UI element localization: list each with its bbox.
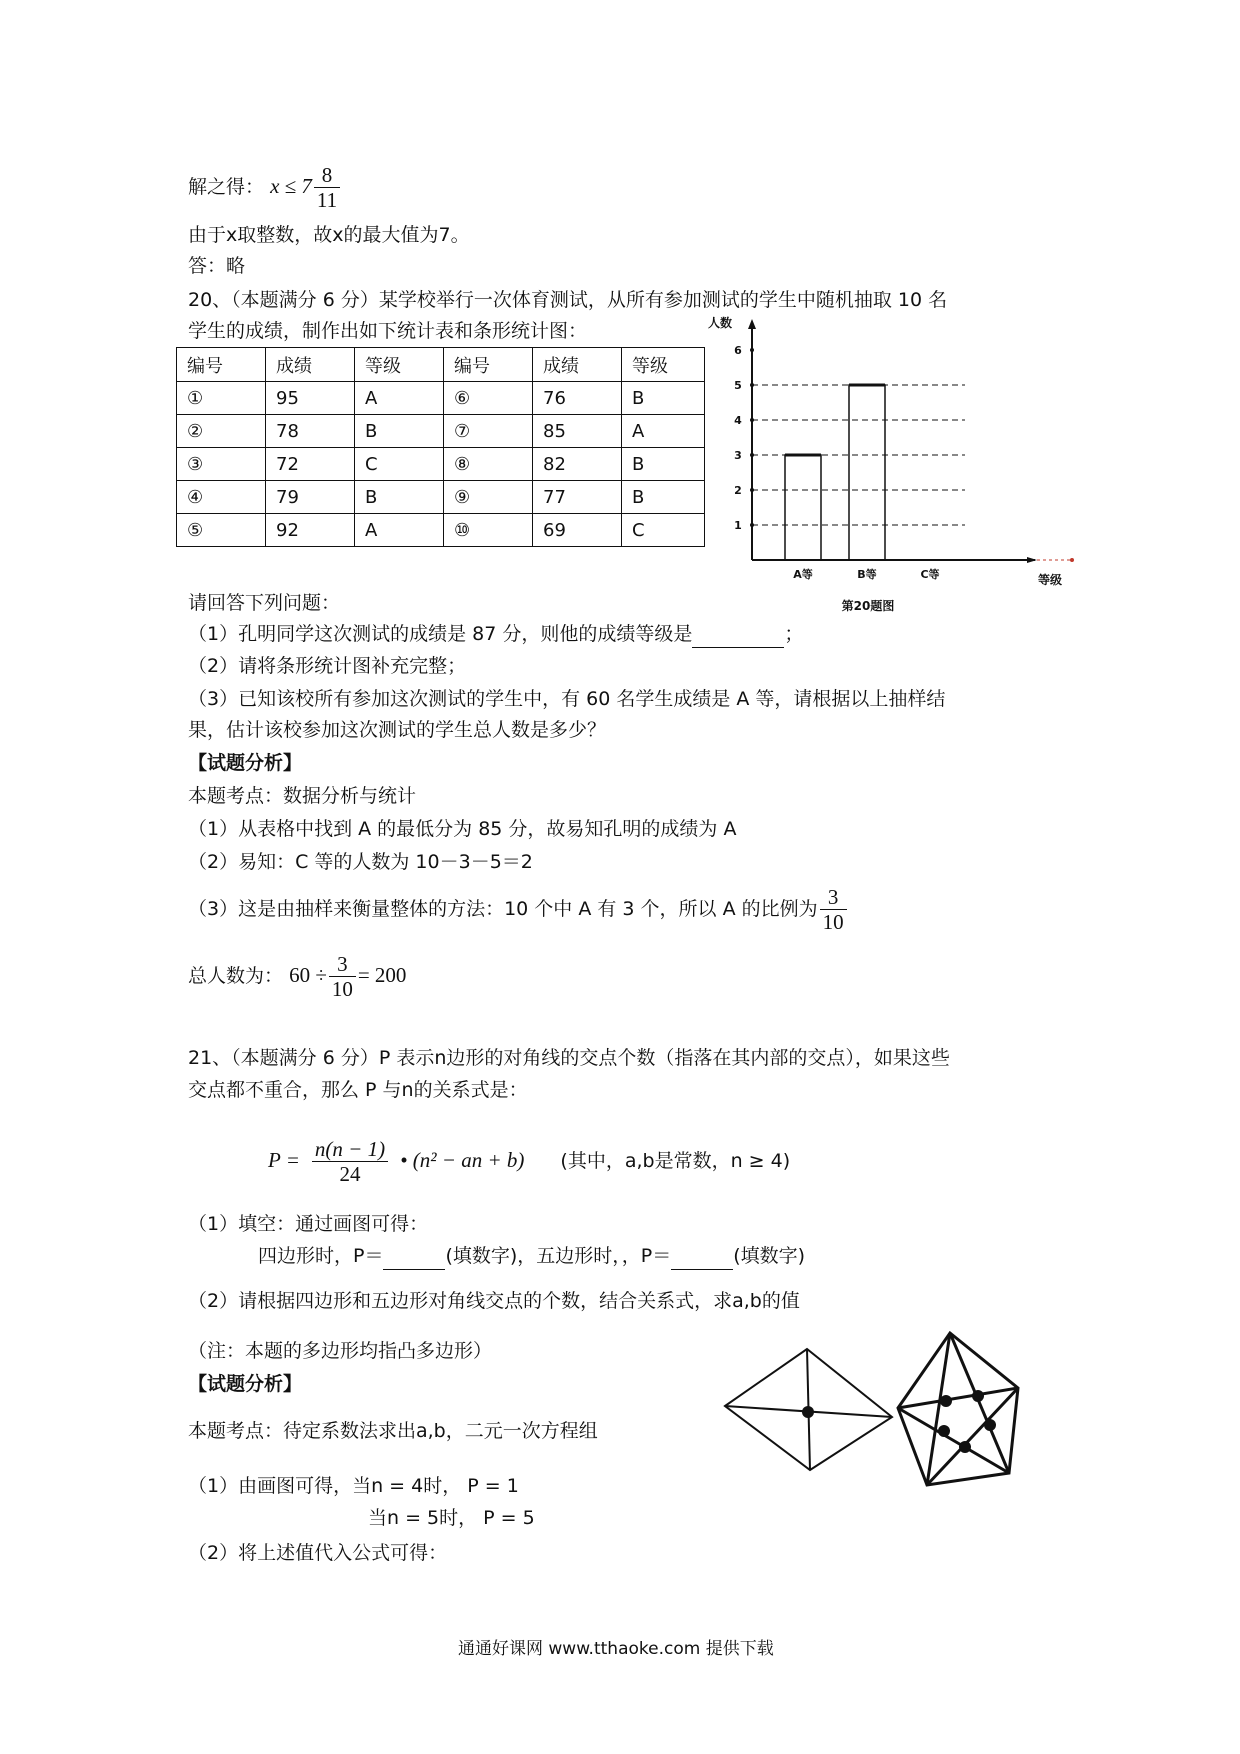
- intersection-point: [938, 1425, 950, 1437]
- x-axis-end-dot: [1070, 558, 1074, 562]
- fraction-numerator: 3: [329, 952, 356, 977]
- table-cell: 77: [533, 481, 622, 514]
- table-cell: ②: [177, 415, 266, 448]
- table-cell: 95: [266, 382, 355, 415]
- fraction-numerator: 8: [314, 163, 340, 188]
- q20-analysis-point: 本题考点：数据分析与统计: [188, 785, 417, 807]
- table-cell: A: [355, 382, 444, 415]
- table-cell: ⑤: [177, 514, 266, 547]
- q20-analysis-2: （2）易知：C 等的人数为 10－3－5＝2: [188, 851, 533, 873]
- y-tick-label: 5: [734, 379, 742, 392]
- table-row: [177, 415, 705, 448]
- q20-stem-line-2: 学生的成绩，制作出如下统计表和条形统计图：: [188, 320, 588, 342]
- q20-analysis-1: （1）从表格中找到 A 的最低分为 85 分，故易知孔明的成绩为 A: [188, 818, 737, 840]
- intersection-point: [940, 1395, 952, 1407]
- q21-sub1-detail-c: (填数字): [733, 1245, 806, 1267]
- diagonal-line: [898, 1408, 1009, 1473]
- q20-sub1-end: ；: [784, 623, 804, 645]
- q20-analysis-3: [188, 885, 849, 934]
- table-cell: ①: [177, 382, 266, 415]
- intersection-point: [802, 1406, 814, 1418]
- formula-note: (其中，a,b是常数，n ≥ 4): [560, 1150, 791, 1172]
- table-cell: B: [622, 448, 705, 481]
- bar: [785, 455, 821, 560]
- answer-blank[interactable]: [383, 1243, 445, 1270]
- q20-total: [188, 952, 406, 1001]
- solution-line-1: [188, 163, 342, 212]
- fraction: [820, 885, 847, 934]
- q21-sub2: （2）请根据四边形和五边形对角线交点的个数，结合关系式，求a,b的值: [188, 1290, 800, 1312]
- table-cell: ⑥: [444, 382, 533, 415]
- fraction-denominator: 10: [822, 910, 844, 934]
- table-cell: 82: [533, 448, 622, 481]
- table-header-row: [177, 348, 705, 382]
- total-expression-right: = 200: [357, 963, 407, 987]
- score-table: [176, 347, 705, 547]
- x-tick-label: A等: [793, 568, 813, 581]
- q21-stem-line-1: 21、（本题满分 6 分）P 表示n边形的对角线的交点个数（指落在其内部的交点），如果这些: [188, 1047, 950, 1069]
- table-row: [177, 382, 705, 415]
- table-cell: 72: [266, 448, 355, 481]
- solution-label: 解之得：: [188, 176, 265, 198]
- q20-sub1: [188, 621, 803, 648]
- y-tick-mark: [750, 348, 754, 352]
- table-header-cell: 编号: [444, 348, 533, 382]
- table-row: [177, 514, 705, 547]
- table-header-cell: 等级: [622, 348, 705, 382]
- chart-title: 第20题图: [841, 599, 895, 613]
- total-expression-left: 60 ÷: [289, 963, 327, 987]
- q21-analysis-2: （2）将上述值代入公式可得：: [188, 1542, 448, 1564]
- page-footer: 通通好课网 www.tthaoke.com 提供下载: [458, 1639, 774, 1659]
- fraction: [329, 952, 356, 1001]
- table-cell: B: [622, 481, 705, 514]
- table-cell: 69: [533, 514, 622, 547]
- q20-sub3-line-1: （3）已知该校所有参加这次测试的学生中，有 60 名学生成绩是 A 等，请根据以上抽样结: [188, 688, 946, 710]
- formula-rhs: • (n² − an + b): [400, 1148, 525, 1172]
- q21-analysis-point: 本题考点：待定系数法求出a,b，二元一次方程组: [188, 1420, 598, 1442]
- answer-blank[interactable]: [671, 1243, 733, 1270]
- q20-analysis-3-text: （3）这是由抽样来衡量整体的方法：10 个中 A 有 3 个，所以 A 的比例为: [188, 898, 818, 920]
- table-cell: 78: [266, 415, 355, 448]
- total-label: 总人数为：: [188, 965, 284, 987]
- table-header-cell: 成绩: [533, 348, 622, 382]
- y-tick-label: 3: [734, 449, 742, 462]
- y-axis-label: 人数: [708, 316, 733, 330]
- table-header-cell: 成绩: [266, 348, 355, 382]
- table-cell: A: [622, 415, 705, 448]
- table-cell: ⑨: [444, 481, 533, 514]
- fraction-denominator: 24: [339, 1162, 361, 1186]
- pentagon-diagram: [890, 1325, 1030, 1495]
- formula-lhs: P =: [268, 1148, 300, 1172]
- table-cell: 79: [266, 481, 355, 514]
- table-row: [177, 481, 705, 514]
- table-cell: 76: [533, 382, 622, 415]
- q21-formula: [268, 1137, 790, 1186]
- table-cell: B: [355, 481, 444, 514]
- q20-sub2: （2）请将条形统计图补充完整；: [188, 655, 467, 677]
- table-cell: ③: [177, 448, 266, 481]
- table-cell: 92: [266, 514, 355, 547]
- intersection-point: [959, 1441, 971, 1453]
- fraction-denominator: 10: [331, 977, 353, 1001]
- q21-note: （注：本题的多边形均指凸多边形）: [188, 1340, 493, 1362]
- y-tick-label: 2: [734, 484, 742, 497]
- q21-sub1-detail-a: 四边形时，P＝: [258, 1245, 384, 1267]
- table-cell: 85: [533, 415, 622, 448]
- table-cell: ④: [177, 481, 266, 514]
- table-cell: C: [622, 514, 705, 547]
- table-header-cell: 编号: [177, 348, 266, 382]
- table-cell: B: [355, 415, 444, 448]
- table-cell: ⑩: [444, 514, 533, 547]
- table-cell: ⑧: [444, 448, 533, 481]
- q20-sub3-line-2: 果，估计该校参加这次测试的学生总人数是多少？: [188, 719, 607, 741]
- answer-blank[interactable]: [692, 621, 784, 648]
- bar: [849, 385, 885, 560]
- q21-sub1-detail: [258, 1243, 805, 1270]
- solution-line-3: 答：略: [188, 255, 246, 277]
- q21-sub1: （1）填空：通过画图可得：: [188, 1213, 429, 1235]
- x-tick-label: C等: [920, 568, 940, 581]
- x-tick-label: B等: [857, 568, 877, 581]
- inequality: x ≤ 7: [270, 174, 312, 198]
- table-cell: ⑦: [444, 415, 533, 448]
- x-axis-label: 等级: [1037, 573, 1063, 587]
- q21-analysis-1b: 当n = 5时， P = 5: [368, 1507, 535, 1529]
- x-axis-arrow: [1027, 557, 1037, 563]
- table-cell: C: [355, 448, 444, 481]
- q20-analysis-title: 【试题分析】: [188, 752, 303, 774]
- table-row: [177, 448, 705, 481]
- intersection-point: [972, 1390, 984, 1402]
- fraction: [314, 163, 340, 212]
- fraction-numerator: n(n − 1): [312, 1137, 388, 1162]
- q21-analysis-1: （1）由画图可得，当n = 4时， P = 1: [188, 1475, 519, 1497]
- bar-chart: [700, 315, 1080, 620]
- q21-sub1-detail-b: (填数字)，五边形时，，P＝: [445, 1245, 672, 1267]
- table-cell: A: [355, 514, 444, 547]
- intersection-point: [984, 1419, 996, 1431]
- q20-prompt: 请回答下列问题：: [188, 592, 341, 614]
- y-tick-label: 4: [734, 414, 742, 427]
- y-axis-arrow: [748, 319, 756, 329]
- fraction-denominator: 11: [316, 188, 338, 212]
- q21-stem-line-2: 交点都不重合，那么 P 与n的关系式是：: [188, 1079, 528, 1101]
- table-cell: B: [622, 382, 705, 415]
- q20-stem-line-1: 20、（本题满分 6 分）某学校举行一次体育测试，从所有参加测试的学生中随机抽取 10 名: [188, 289, 948, 311]
- table-header-cell: 等级: [355, 348, 444, 382]
- y-tick-label: 6: [734, 344, 742, 357]
- y-tick-label: 1: [734, 519, 742, 532]
- formula-fraction: [312, 1137, 388, 1186]
- solution-line-2: 由于x取整数，故x的最大值为7。: [188, 224, 470, 246]
- q20-sub1-text: （1）孔明同学这次测试的成绩是 87 分，则他的成绩等级是: [188, 623, 693, 645]
- q21-analysis-title: 【试题分析】: [188, 1373, 303, 1395]
- fraction-numerator: 3: [820, 885, 847, 910]
